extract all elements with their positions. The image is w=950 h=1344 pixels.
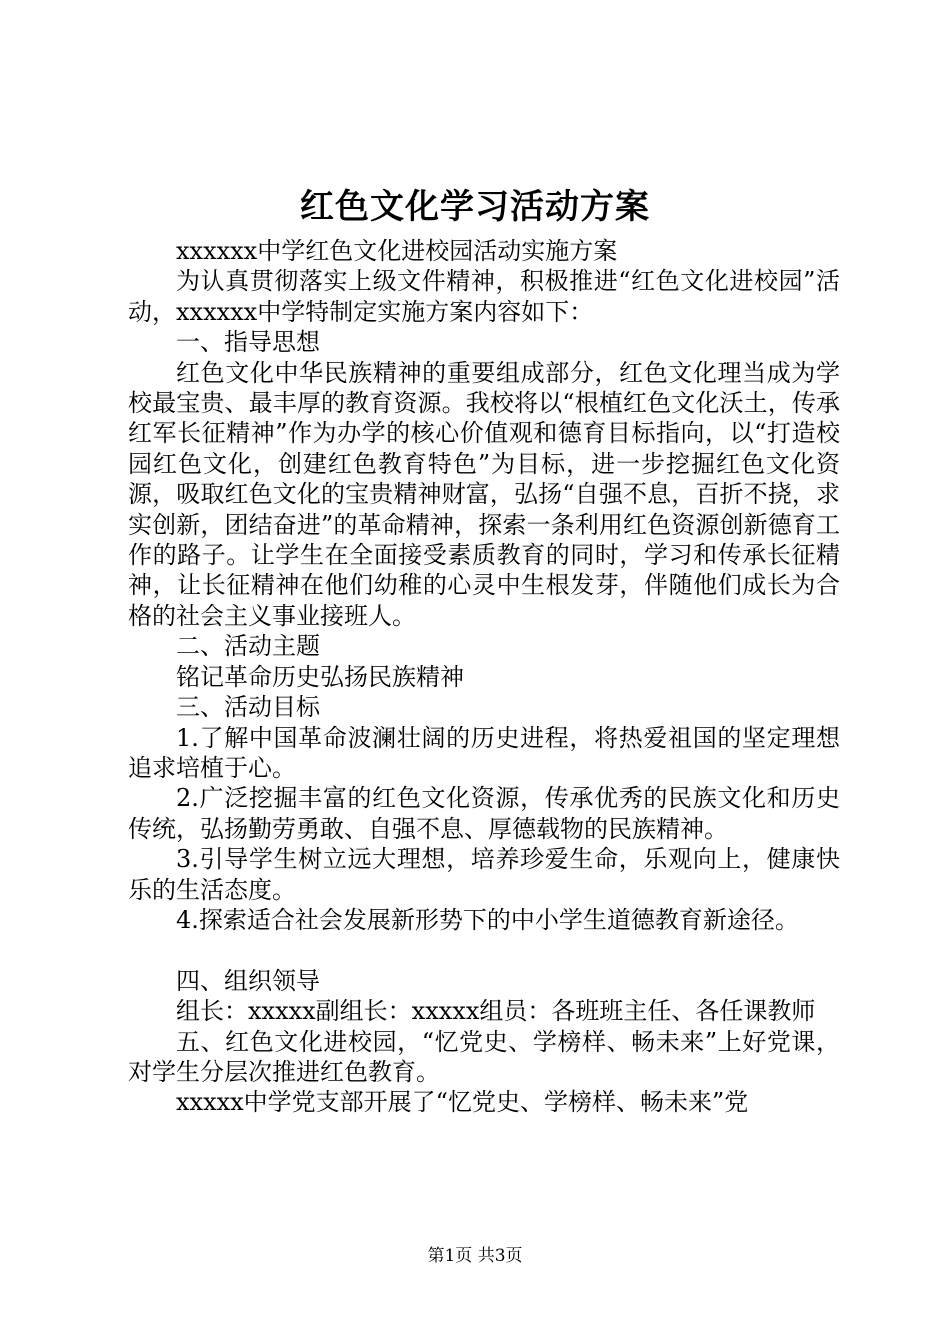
paragraph-plan-name: xxxxxx中学红色文化进校园活动实施方案 bbox=[176, 237, 618, 265]
page-number-footer: 第1页 共3页 bbox=[427, 1246, 523, 1266]
paragraph-theme: 铭记革命历史弘扬民族精神 bbox=[176, 662, 464, 691]
paragraph-intro: 为认真贯彻落实上级文件精神，积极推进“红色文化进校园”活动，xxxxxx中学特制定实施方案内容如下： bbox=[128, 267, 840, 326]
paragraph-goal-1: 1.了解中国革命波澜壮阔的历史进程，将热爱祖国的坚定理想追求培植于心。 bbox=[128, 723, 840, 782]
section-heading-theme: 二、活动主题 bbox=[176, 632, 320, 661]
blank-line bbox=[128, 935, 840, 965]
section-heading-leadership: 四、组织领导 bbox=[176, 966, 320, 995]
paragraph-goal-4: 4.探索适合社会发展新形势下的中小学生道德教育新途径。 bbox=[176, 905, 799, 934]
document-body bbox=[128, 236, 840, 1118]
paragraph-goal-2: 2.广泛挖掘丰富的红色文化资源，传承优秀的民族文化和历史传统，弘扬勤劳勇敢、自强不息、厚德载物的民族精神。 bbox=[128, 784, 840, 843]
section-heading-guiding-ideology: 一、指导思想 bbox=[176, 328, 320, 357]
paragraph-leadership: 组长：xxxxx副组长：xxxxx组员：各班班主任、各任课教师 bbox=[176, 997, 816, 1026]
paragraph-guiding-ideology: 红色文化中华民族精神的重要组成部分，红色文化理当成为学校最宝贵、最丰厚的教育资源。我校将以“根植红色文化沃土，传承红军长征精神”作为办学的核心价值观和德育目标指向，以“打造校园红色文化，创建红色教育特色”为目标，进一步挖掘红色文化资源，吸取红色文化的宝贵精神财富，弘扬“自强不息，百折不挠，求实创新，团结奋进”的革命精神，探索一条利用红色资源创新德育工作的路子。让学生在全面接受素质教育的同时，学习和传承长征精神，让长征精神在他们幼稚的心灵中生根发芽，伴随他们成长为合格的社会主义事业接班人。 bbox=[128, 358, 840, 630]
paragraph-goal-3: 3.引导学生树立远大理想，培养珍爱生命，乐观向上，健康快乐的生活态度。 bbox=[128, 845, 840, 904]
section-heading-goals: 三、活动目标 bbox=[176, 693, 320, 722]
paragraph-party-branch: xxxxx中学党支部开展了“忆党史、学榜样、畅未来”党 bbox=[176, 1088, 749, 1117]
section-heading-party-lesson: 五、红色文化进校园，“忆党史、学榜样、畅未来”上好党课，对学生分层次推进红色教育。 bbox=[128, 1027, 840, 1086]
document-title: 红色文化学习活动方案 bbox=[300, 187, 650, 227]
